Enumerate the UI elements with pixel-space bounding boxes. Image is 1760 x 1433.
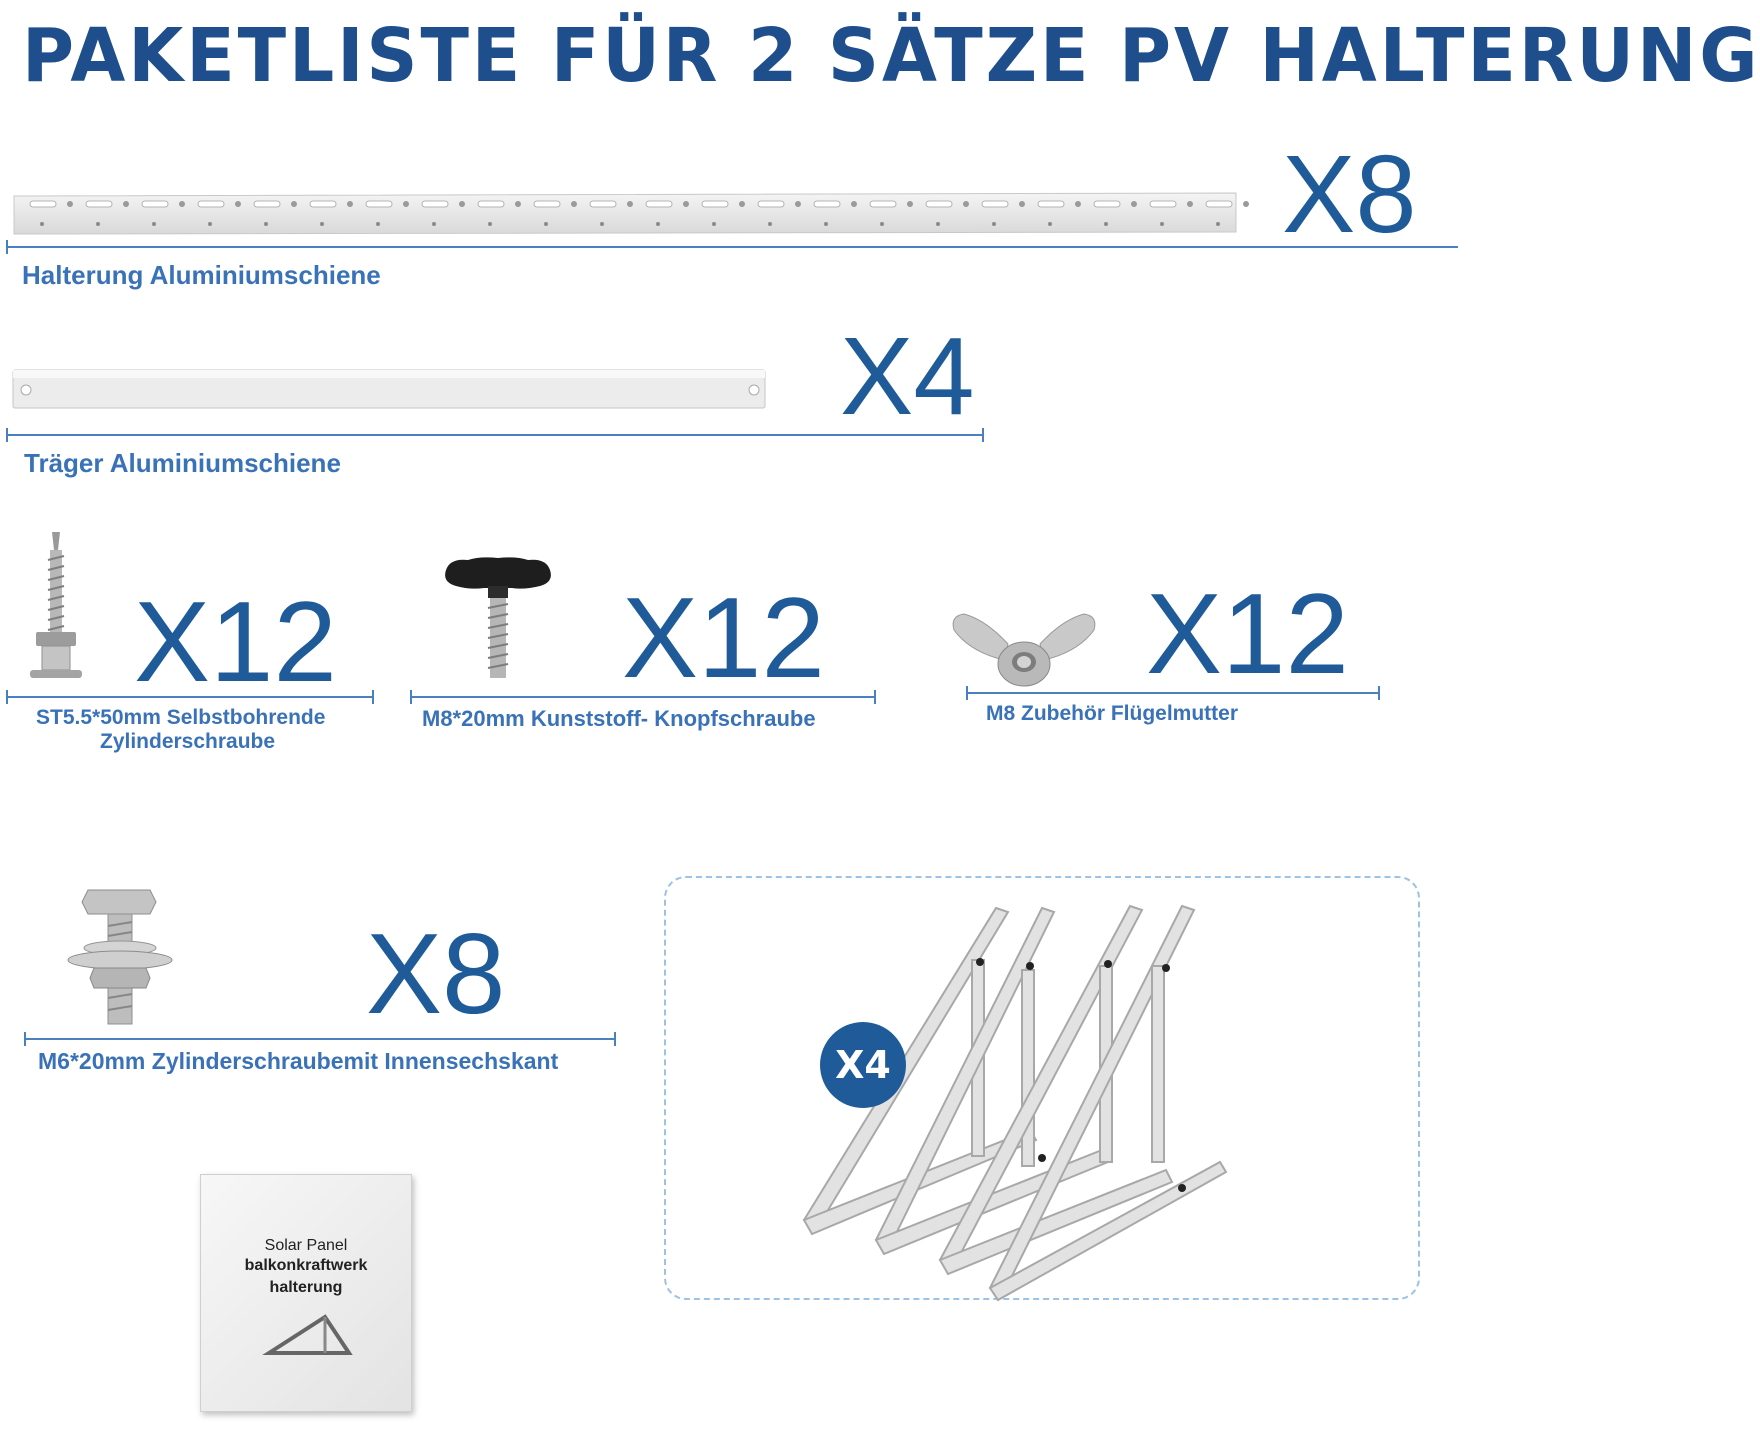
divider-tick [966, 686, 968, 700]
divider-line [6, 246, 1458, 248]
quantity-badge-text: X4 [835, 1043, 891, 1087]
page-title: PAKETLISTE FÜR 2 SÄTZE PV HALTERUNG [22, 13, 1760, 99]
divider-line [966, 692, 1380, 694]
wing-nut-icon [950, 606, 1098, 692]
divider-line [410, 696, 876, 698]
quantity-carrier-rail: X4 [840, 315, 975, 438]
self-drilling-screw-icon [24, 532, 88, 684]
quantity-badge [820, 1022, 906, 1108]
divider-tick [24, 1032, 26, 1046]
divider-tick [614, 1032, 616, 1046]
divider-tick [410, 690, 412, 704]
label-hex-bolt: M6*20mm Zylinderschraubemit Innensechskant [38, 1048, 559, 1074]
quantity-knob-screw: X12 [622, 575, 825, 702]
plain-rail-icon [12, 368, 766, 410]
divider-tick [874, 690, 876, 704]
label-knob-screw: M8*20mm Kunststoff- Knopfschraube [422, 706, 816, 731]
manual-triangle-icon [265, 1313, 353, 1359]
label-self-drilling-screw: ST5.5*50mm Selbstbohrende [36, 706, 326, 729]
divider-tick [6, 240, 8, 254]
quantity-hex-bolt: X8 [366, 911, 506, 1038]
quantity-rail-holder: X8 [1282, 133, 1417, 256]
quantity-wing-nut: X12 [1146, 571, 1349, 698]
divider-tick [372, 690, 374, 704]
divider-tick [982, 428, 984, 442]
manual-title-line2: balkonkraftwerk [244, 1257, 368, 1274]
perforated-rail-icon [10, 188, 1240, 238]
divider-line [24, 1038, 616, 1040]
label-carrier-rail: Träger Aluminiumschiene [24, 448, 341, 478]
label-self-drilling-screw-line2: Zylinderschraube [100, 730, 276, 753]
divider-line [6, 434, 984, 436]
divider-tick [1378, 686, 1380, 700]
quantity-self-drilling-screw: X12 [134, 579, 337, 706]
label-rail-holder: Halterung Aluminiumschiene [22, 260, 381, 290]
knob-screw-icon [440, 556, 556, 682]
divider-line [6, 696, 374, 698]
manual-title-line3: halterung [269, 1279, 343, 1296]
divider-tick [6, 690, 8, 704]
label-wing-nut: M8 Zubehör Flügelmutter [986, 702, 1238, 725]
divider-tick [6, 428, 8, 442]
hex-bolt-icon [64, 882, 176, 1032]
manual-booklet-icon [200, 1174, 412, 1412]
manual-title-line1: Solar Panel [264, 1237, 348, 1254]
